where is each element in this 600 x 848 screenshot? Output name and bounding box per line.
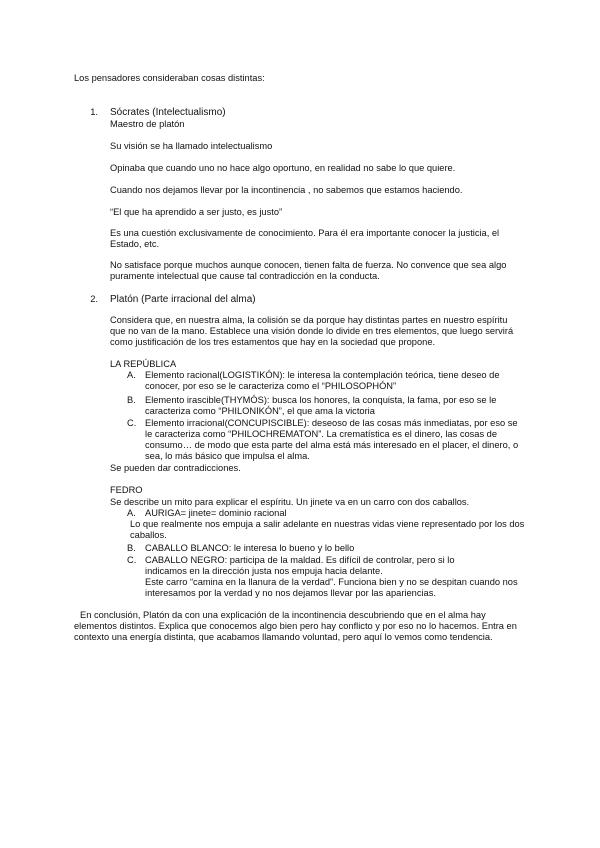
section-subtitle-socrates: Maestro de platón [110,119,185,129]
fedro-intro: Se describe un mito para explicar el espíritu. Un jinete va en un carro con dos caballos. [110,497,470,507]
section-number-2: 2. [90,294,98,304]
section-title-platon: Platón (Parte irracional del alma) [110,294,256,305]
fedro-item-b-letter: B. [127,543,136,553]
socrates-paragraph-5: Es una cuestión exclusivamente de conocimiento. Para él era importante conocer la justicia, el Estado, etc. [110,228,500,249]
section-title-socrates: Sócrates (Intelectualismo) [110,107,226,118]
socrates-paragraph-6: No satisface porque muchos aunque conocen, tienen falta de fuerza. No convence que sea algo puramente intelectual que cause tal contradicción en la conducta. [110,260,507,281]
republica-item-b-letter: B. [127,395,136,405]
fedro-item-c-letter: C. [127,555,137,565]
republica-item-c-text: Elemento irracional(CONCUPISCIBLE): deseoso de las cosas más inmediatas, por eso se le caracteriza como “PHILOCHREMATON”. La crematística es el dinero, las cosas de consumo… de modo que esta parte del alma está más interesado en el placer, el dinero, o sea, lo más básico que impulsa el alma. [145,418,519,461]
fedro-item-a-note: Lo que realmente nos empuja a salir adelante en nuestras vidas viene representado por los dos caballos. [130,519,525,540]
fedro-heading: FEDRO [110,485,143,495]
intro-text: Los pensadores consideraban cosas distintas: [74,73,265,83]
republica-closing: Se pueden dar contradicciones. [110,463,241,473]
republica-item-b-text: Elemento irascible(THYMÓS): busca los honores, la conquista, la fama, por eso se le caracteriza como “PHILONIKÓN”, el que ama la victoria [145,395,497,416]
socrates-paragraph-3: Cuando nos dejamos llevar por la incontinencia , no sabemos que estamos haciendo. [110,185,463,195]
republica-item-c-letter: C. [127,418,137,428]
platon-paragraph-1: Considera que, en nuestra alma, la colisión se da porque hay distintas partes en nuestro espíritu que no van de la mano. Establece una visión donde lo divide en tres elementos, que luego servirá como justificación de los tres estamentos que hay en la sociedad que propone. [110,315,514,347]
conclusion-paragraph: En conclusión, Platón da con una explicación de la incontinencia descubriendo que en el alma hay elementos distintos. Explica que conocemos algo bien pero hay conflicto y por eso no lo hacemos. Entra en contexto una energía distinta, que acabamos llamando voluntad, pero aquí lo vemos como tendencia. [74,610,517,642]
republica-item-a-text: Elemento racional(LOGISTIKÓN): le interesa la contemplación teórica, tiene deseo de conocer, por eso se le caracteriza como el “PHILOSOPHÓN” [145,370,500,391]
socrates-paragraph-2: Opinaba que cuando uno no hace algo oportuno, en realidad no sabe lo que quiere. [110,163,456,173]
fedro-item-a-letter: A. [127,508,136,518]
fedro-item-a-text: AURIGA= jinete= dominio racional [145,508,287,518]
section-number-1: 1. [90,107,98,117]
socrates-quote: “El que ha aprendido a ser justo, es justo” [110,207,283,217]
fedro-item-b-text: CABALLO BLANCO: le interesa lo bueno y lo bello [145,543,355,553]
republica-item-a-letter: A. [127,370,136,380]
fedro-item-c-note: Este carro “camina en la llanura de la verdad”. Funciona bien y no se despitan cuando nos interesamos por la verdad y no nos dejamos llevar por las apariencias. [145,577,518,598]
socrates-paragraph-1: Su visión se ha llamado intelectualismo [110,141,273,151]
fedro-item-c-text: CABALLO NEGRO: participa de la maldad. Es difícil de controlar, pero si lo indicamos en la dirección justa nos empuja hacia delante. [145,555,455,576]
republica-heading: LA REPÚBLICA [110,359,177,369]
